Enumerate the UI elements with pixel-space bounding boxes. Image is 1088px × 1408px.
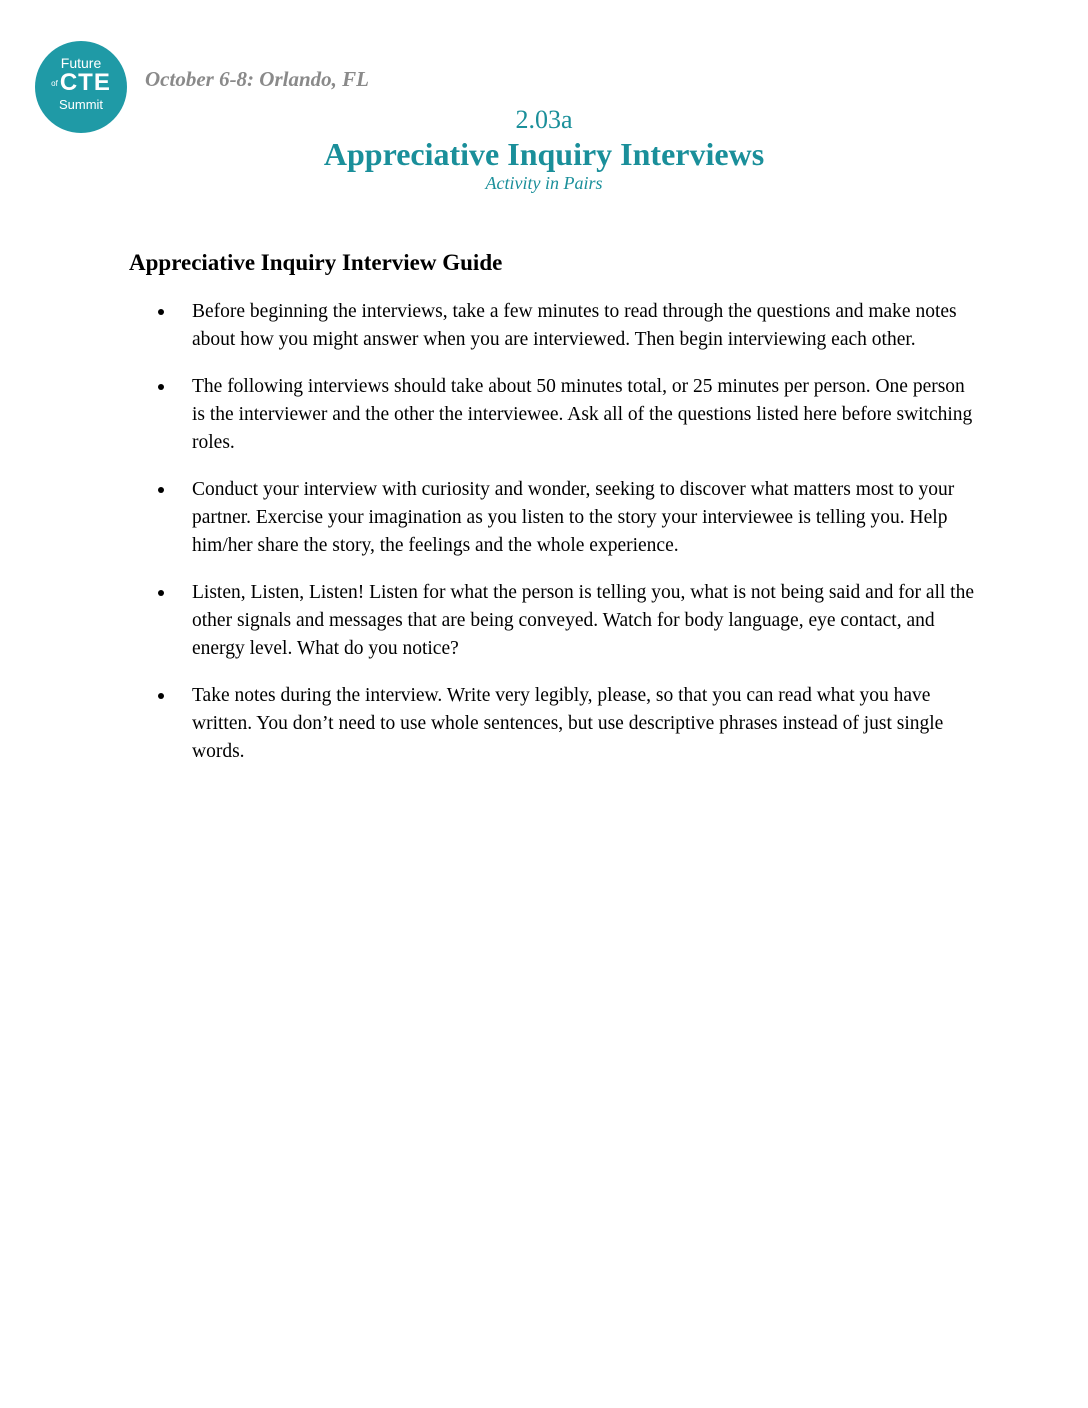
list-item bbox=[156, 476, 976, 560]
bullet-icon bbox=[158, 487, 164, 493]
guide-list bbox=[156, 298, 976, 785]
bullet-icon bbox=[158, 693, 164, 699]
list-item-text: Conduct your interview with curiosity and wonder, seeking to discover what matters most to your partner. Exercise your imagination as you listen to the story your interviewee is telling you. Help him/her share the story, the feelings and the whole experience. bbox=[192, 479, 955, 556]
bullet-icon bbox=[158, 590, 164, 596]
list-item-text: Before beginning the interviews, take a few minutes to read through the questions and make notes about how you might answer when you are interviewed. Then begin interviewing each other. bbox=[192, 301, 957, 350]
list-item-text: The following interviews should take about 50 minutes total, or 25 minutes per person. One person is the interviewer and the other the interviewee. Ask all of the questions listed here before switching roles. bbox=[192, 376, 973, 453]
list-item-text: Listen, Listen, Listen! Listen for what the person is telling you, what is not being said and for all the other signals and messages that are being conveyed. Watch for body language, eye contact, and energy level. What do you notice? bbox=[192, 582, 975, 659]
list-item bbox=[156, 579, 976, 663]
bullet-icon bbox=[158, 309, 164, 315]
logo-line-future: Future bbox=[60, 55, 102, 71]
list-item bbox=[156, 298, 976, 354]
activity-code: 2.03a bbox=[515, 105, 573, 134]
page-title: Appreciative Inquiry Interviews bbox=[323, 136, 765, 172]
logo-line-cte bbox=[35, 70, 127, 97]
guide-heading: Appreciative Inquiry Interview Guide bbox=[129, 250, 503, 275]
bullet-icon bbox=[158, 384, 164, 390]
list-item bbox=[156, 682, 976, 766]
logo-line-summit: Summit bbox=[58, 97, 104, 112]
logo-of: of bbox=[51, 78, 58, 88]
document-header bbox=[0, 104, 1088, 194]
event-date-location: October 6-8: Orlando, FL bbox=[145, 67, 369, 91]
list-item bbox=[156, 373, 976, 457]
list-item-text: Take notes during the interview. Write very legibly, please, so that you can read what you have written. You don’t need to use whole sentences, but use descriptive phrases instead of just single words. bbox=[192, 685, 944, 762]
page-subtitle: Activity in Pairs bbox=[485, 173, 603, 193]
logo-cte: CTE bbox=[59, 69, 111, 96]
